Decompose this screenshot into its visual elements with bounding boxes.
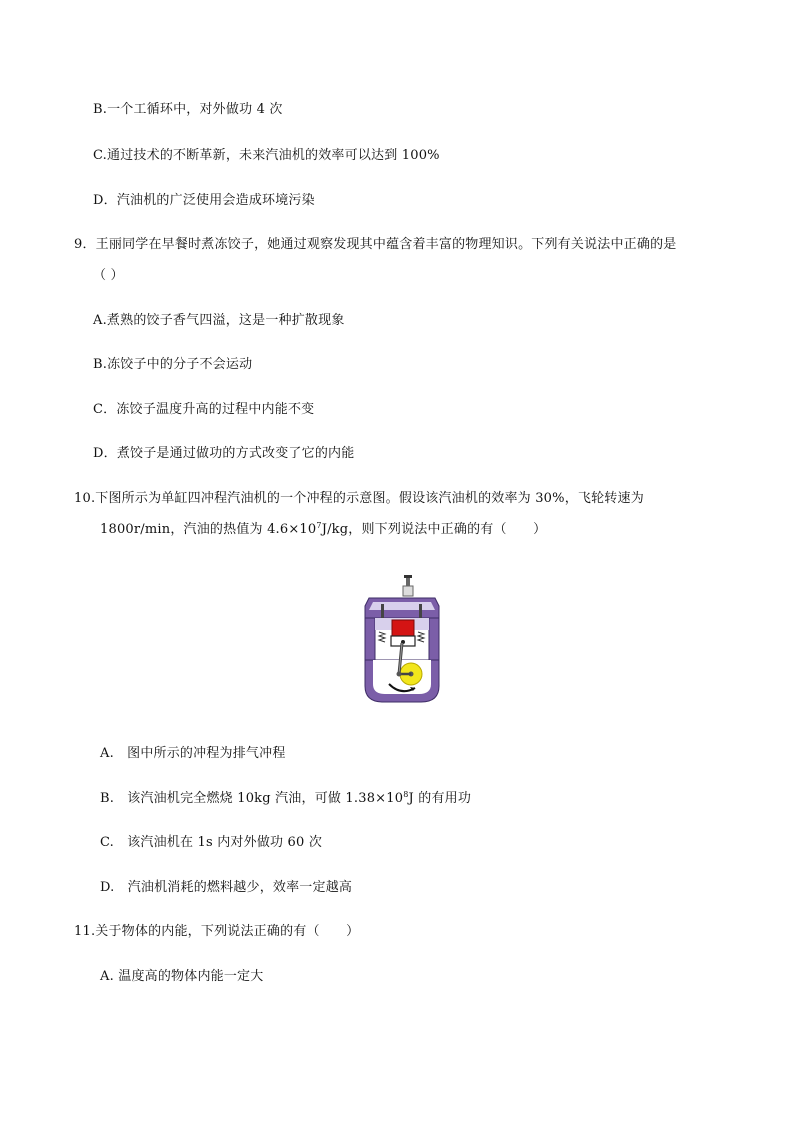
engine-diagram bbox=[355, 574, 447, 708]
option-8c: C.通过技术的不断革新，未来汽油机的效率可以达到 100% bbox=[93, 148, 440, 163]
option-9b: B.冻饺子中的分子不会运动 bbox=[93, 357, 253, 372]
option-9d: D．煮饺子是通过做功的方式改变了它的内能 bbox=[93, 446, 355, 461]
option-10d: D. 汽油机消耗的燃料越少，效率一定越高 bbox=[100, 880, 353, 895]
question-9-bracket: （ ） bbox=[93, 268, 124, 283]
spark-plug-stem bbox=[406, 578, 410, 586]
question-10-stem-line2: 1800r/min，汽油的热值为 $4.6\times 10^7J/kg$，则下列说法中正确的有（ ） bbox=[100, 521, 547, 537]
cylinder-wall-left bbox=[365, 618, 375, 660]
question-10-stem: 10.下图所示为单缸四冲程汽油机的一个冲程的示意图。假设该汽油机的效率为 30%，飞轮转速为 bbox=[74, 491, 644, 506]
question-9-stem: 9．王丽同学在早餐时煮冻饺子，她通过观察发现其中蕴含着丰富的物理知识。下列有关说法中正确的是 bbox=[74, 237, 677, 252]
spark-plug-body bbox=[403, 586, 413, 596]
option-10c: C. 该汽油机在 1s 内对外做功 60 次 bbox=[100, 835, 323, 850]
option-10a: A. 图中所示的冲程为排气冲程 bbox=[100, 746, 286, 761]
option-10b: B. 该汽油机完全燃烧 10kg 汽油，可做 $1.38\times 10^8J$ 的有用功 bbox=[100, 790, 472, 806]
option-9c: C．冻饺子温度升高的过程中内能不变 bbox=[93, 402, 315, 417]
piston bbox=[392, 620, 414, 636]
cylinder-wall-right bbox=[429, 618, 439, 660]
intake-exhaust-ports bbox=[369, 602, 435, 610]
question-11-stem: 11.关于物体的内能，下列说法正确的有（ ） bbox=[74, 924, 360, 939]
option-11a: A. 温度高的物体内能一定大 bbox=[100, 969, 264, 984]
option-9a: A.煮熟的饺子香气四溢，这是一种扩散现象 bbox=[93, 313, 345, 328]
option-8d: D．汽油机的广泛使用会造成环境污染 bbox=[93, 193, 315, 208]
option-8b: B.一个工循环中，对外做功 4 次 bbox=[93, 102, 283, 117]
spark-plug-cap bbox=[404, 575, 412, 578]
